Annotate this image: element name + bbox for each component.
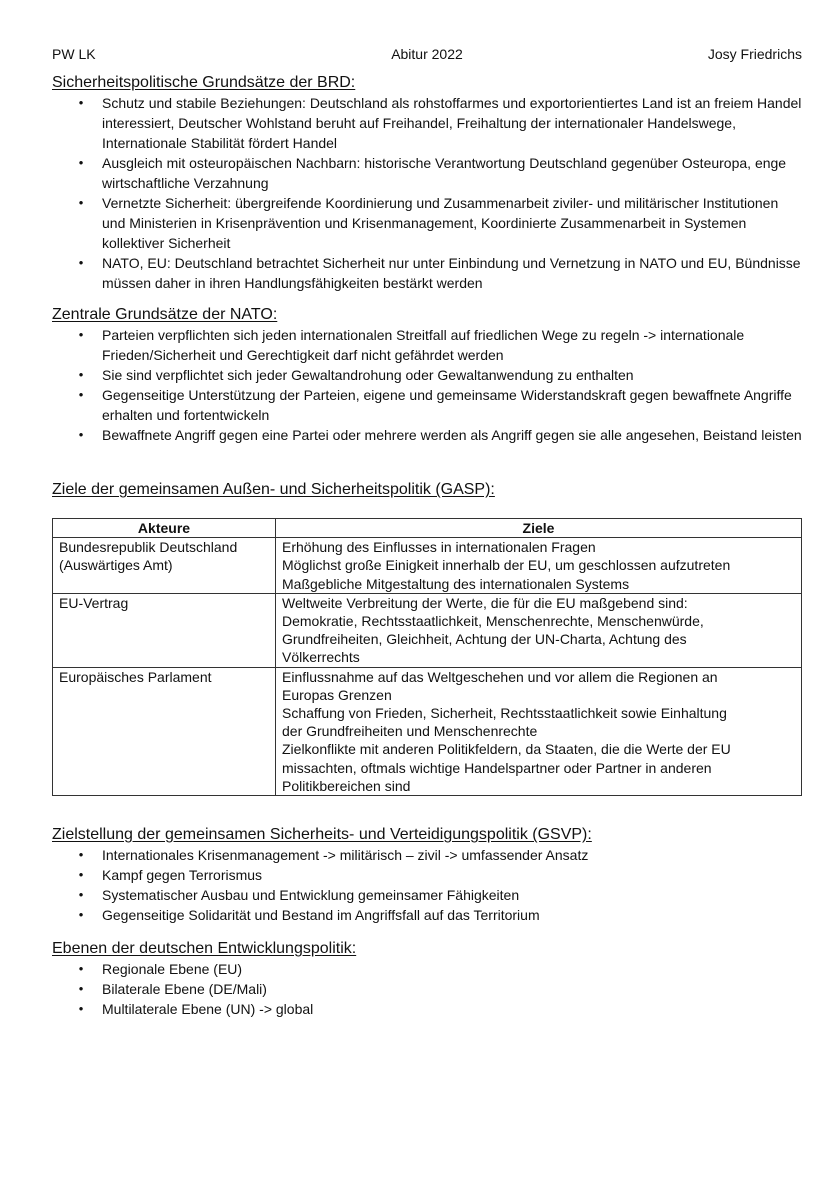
cell-line: Weltweite Verbreitung der Werte, die für die EU maßgebend sind:: [282, 594, 688, 611]
cell-line: Möglichst große Einigkeit innerhalb der EU, um geschlossen aufzutreten: [282, 557, 731, 574]
bullet-icon: •: [78, 847, 84, 862]
cell-line: Europas Grenzen: [282, 686, 392, 703]
cell-line: Europäisches Parlament: [59, 668, 212, 685]
list-item: [52, 865, 802, 885]
list-item: [52, 93, 802, 153]
bullet-icon: •: [78, 867, 84, 882]
list-item: [52, 385, 802, 425]
cell-line: Einflussnahme auf das Weltgeschehen und vor allem die Regionen an: [282, 668, 718, 685]
section-brd: [52, 73, 802, 293]
cell-line: Grundfreiheiten, Gleichheit, Achtung der UN-Charta, Achtung des: [282, 631, 687, 648]
cell-line: Schaffung von Frieden, Sicherheit, Rechtsstaatlichkeit sowie Einhaltung: [282, 705, 727, 722]
list-item-text: Kampf gegen Terrorismus: [102, 867, 263, 883]
list-item-text: Gegenseitige Solidarität und Bestand im Angriffsfall auf das Territorium: [102, 907, 540, 923]
cell-line: der Grundfreiheiten und Menschenrechte: [282, 723, 538, 740]
cell-line: Bundesrepublik Deutschland: [59, 539, 238, 556]
bullet-icon: •: [78, 155, 84, 170]
bullet-icon: •: [78, 961, 84, 976]
list-item-text: Vernetzte Sicherheit: übergreifende Koordinierung und Zusammenarbeit ziviler- und militärischer Institutionen und Ministerien in Krisenprävention und Krisenmanagement, Koordinierte Zusammenarbeit in Systemen kollektiver Sicherheit: [102, 195, 779, 251]
section-nato: [52, 305, 802, 445]
section-title: Ebenen der deutschen Entwicklungspolitik:: [52, 940, 357, 957]
list-item-text: Systematischer Ausbau und Entwicklung gemeinsamer Fähigkeiten: [102, 887, 520, 903]
list-item: [52, 845, 802, 865]
list-item-text: Internationales Krisenmanagement -> militärisch – zivil -> umfassender Ansatz: [102, 847, 589, 863]
list-item-text: Regionale Ebene (EU): [102, 961, 243, 977]
column-header-goals: Ziele: [276, 519, 802, 538]
list-item: [52, 425, 802, 445]
list-item: [52, 959, 802, 979]
list-item: [52, 979, 802, 999]
goals-cell: [276, 538, 802, 594]
list-item-text: Sie sind verpflichtet sich jeder Gewaltandrohung oder Gewaltanwendung zu enthalten: [102, 367, 634, 383]
bullet-icon: •: [78, 1001, 84, 1016]
bullet-icon: •: [78, 255, 84, 270]
section-title: Zielstellung der gemeinsamen Sicherheits- und Verteidigungspolitik (GSVP):: [52, 826, 592, 843]
table-row: [53, 667, 802, 795]
gasp-table: [52, 518, 802, 796]
list-item: [52, 253, 802, 293]
cell-line: missachten, oftmals wichtige Handelspartner oder Partner in anderen: [282, 759, 712, 776]
list-item-text: NATO, EU: Deutschland betrachtet Sicherheit nur unter Einbindung und Vernetzung in NATO und EU, Bündnisse müssen daher in ihren Handlungsfähigkeiten bestärkt werden: [102, 255, 801, 291]
list-item: [52, 999, 802, 1019]
cell-line: EU-Vertrag: [59, 594, 129, 611]
cell-line: Erhöhung des Einflusses in internationalen Fragen: [282, 539, 596, 556]
list-item-text: Gegenseitige Unterstützung der Parteien, eigene und gemeinsame Widerstandskraft gegen bewaffnete Angriffe erhalten und fortentwickeln: [102, 387, 792, 423]
cell-line: Völkerrechts: [282, 649, 360, 666]
list-item-text: Schutz und stabile Beziehungen: Deutschland als rohstoffarmes und exportorientiertes Land ist an freiem Handel interessiert, Deutscher Wohlstand beruht auf Freihandel, Freihaltung der internationaler Handelswege, Internationale Stabilität fördert Handel: [102, 95, 802, 151]
bullet-list: [52, 93, 802, 293]
bullet-icon: •: [78, 887, 84, 902]
cell-line: Maßgebliche Mitgestaltung des internationalen Systems: [282, 575, 630, 592]
bullet-icon: •: [78, 327, 84, 342]
bullet-icon: •: [78, 981, 84, 996]
cell-line: Zielkonflikte mit anderen Politikfeldern, da Staaten, die die Werte der EU: [282, 741, 731, 758]
section-development-policy: [52, 939, 802, 1019]
section-title: Sicherheitspolitische Grundsätze der BRD:: [52, 74, 356, 91]
list-item-text: Parteien verpflichten sich jeden internationalen Streitfall auf friedlichen Wege zu regeln -> internationale Frieden/Sicherheit und Gerechtigkeit darf nicht gefährdet werden: [102, 327, 745, 363]
actor-cell: [53, 593, 276, 667]
section-title: Ziele der gemeinsamen Außen- und Sicherheitspolitik (GASP):: [52, 481, 495, 498]
table-row: [53, 593, 802, 667]
bullet-icon: •: [78, 907, 84, 922]
cell-line: Politikbereichen sind: [282, 777, 411, 794]
bullet-icon: •: [78, 387, 84, 402]
bullet-icon: •: [78, 195, 84, 210]
goals-cell: [276, 667, 802, 795]
section-gasp: [52, 480, 802, 500]
list-item: [52, 193, 802, 253]
list-item-text: Bewaffnete Angriff gegen eine Partei oder mehrere werden als Angriff gegen sie alle angesehen, Beistand leisten: [102, 427, 802, 443]
list-item: [52, 325, 802, 365]
list-item: [52, 153, 802, 193]
header-author: Josy Friedrichs: [707, 46, 802, 62]
list-item-text: Multilaterale Ebene (UN) -> global: [102, 1001, 314, 1017]
list-item: [52, 905, 802, 925]
list-item: [52, 885, 802, 905]
header-exam: Abitur 2022: [391, 46, 463, 62]
bullet-icon: •: [78, 95, 84, 110]
bullet-icon: •: [78, 367, 84, 382]
actor-cell: [53, 538, 276, 594]
table-row: [53, 538, 802, 594]
list-item-text: Bilaterale Ebene (DE/Mali): [102, 981, 267, 997]
bullet-icon: •: [78, 427, 84, 442]
actor-cell: [53, 667, 276, 795]
bullet-list: [52, 325, 802, 445]
section-title: Zentrale Grundsätze der NATO:: [52, 306, 278, 323]
section-gsvp: [52, 825, 802, 925]
column-header-actors: Akteure: [53, 519, 276, 538]
goals-cell: [276, 593, 802, 667]
page-header: [52, 44, 802, 64]
table-header-row: [53, 519, 802, 538]
list-item: [52, 365, 802, 385]
header-course: PW LK: [52, 46, 96, 62]
bullet-list: [52, 845, 802, 925]
bullet-list: [52, 959, 802, 1019]
cell-line: (Auswärtiges Amt): [59, 557, 173, 574]
list-item-text: Ausgleich mit osteuropäischen Nachbarn: historische Verantwortung Deutschland gegenüber Osteuropa, enge wirtschaftliche Verzahnung: [102, 155, 787, 191]
cell-line: Demokratie, Rechtsstaatlichkeit, Menschenrechte, Menschenwürde,: [282, 613, 704, 630]
